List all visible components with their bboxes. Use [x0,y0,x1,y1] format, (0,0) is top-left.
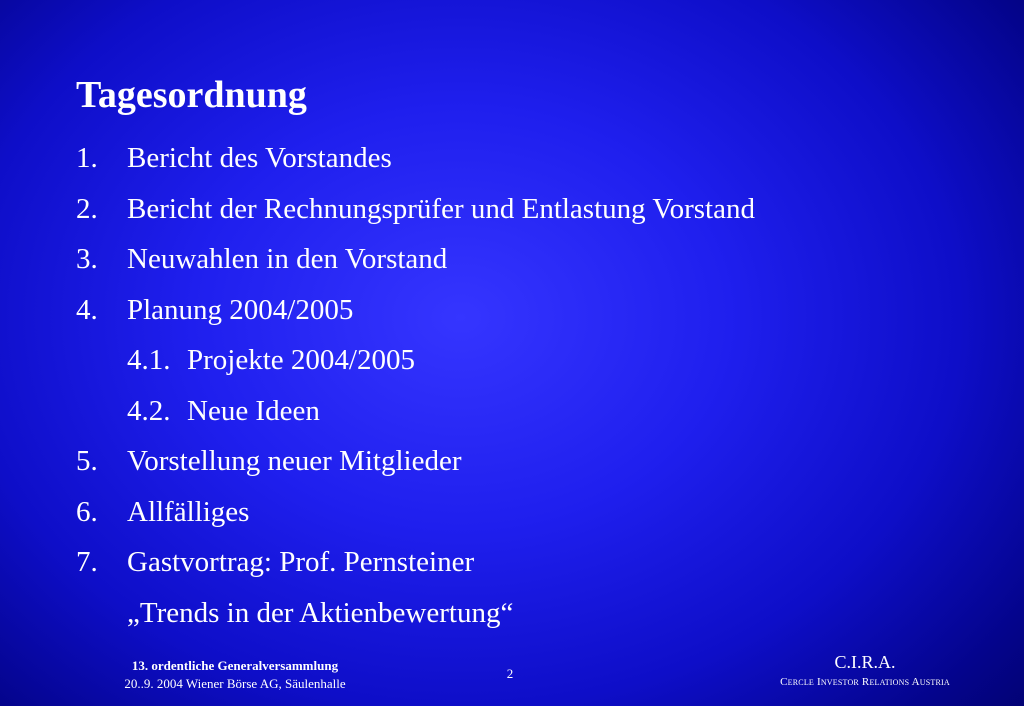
footer-event-title: 13. ordentliche Generalversammlung [131,658,339,673]
agenda-item-text: Neue Ideen [187,394,320,427]
agenda-item-number: 4.1. [127,344,171,376]
agenda-item-text: Bericht des Vorstandes [127,142,392,174]
agenda-item-number: 2. [76,192,98,225]
agenda-item-number: 3. [76,243,98,275]
agenda-item-5 [76,436,976,487]
agenda-item-7-continuation [76,588,976,639]
agenda-item-text: Planung 2004/2005 [127,293,354,326]
agenda-subitem-4-1 [76,335,976,386]
page-number: 2 [506,666,514,681]
agenda-item-1 [76,133,976,184]
agenda-item-text: Vorstellung neuer Mitglieder [127,445,462,477]
footer-organization [750,651,980,691]
agenda-item-6 [76,487,976,538]
agenda-item-text: Gastvortrag: Prof. Pernsteiner [127,546,475,578]
agenda-item-text: „Trends in der Aktienbewertung“ [127,596,514,629]
footer-event-date-venue: 20..9. 2004 Wiener Börse AG, Säulenhalle [124,676,346,691]
agenda-item-3 [76,234,976,285]
agenda-item-text: Bericht der Rechnungsprüfer und Entlastung Vorstand [127,192,755,225]
org-full-name: Cercle Investor Relations Austria [780,676,950,688]
footer-event-info [100,657,370,693]
agenda-item-number: 1. [76,142,98,174]
agenda-item-number: 7. [76,546,98,578]
agenda-subitem-4-2 [76,386,976,437]
agenda-list [76,133,976,638]
agenda-item-number: 5. [76,445,98,477]
org-short-name: C.I.R.A. [834,652,896,672]
agenda-item-text: Allfälliges [127,495,250,528]
slide-title: Tagesordnung [76,74,307,116]
agenda-item-2 [76,184,976,235]
agenda-item-text: Neuwahlen in den Vorstand [127,243,448,275]
agenda-item-4 [76,285,976,336]
agenda-item-number: 4. [76,293,98,326]
agenda-item-7 [76,537,976,588]
agenda-item-number: 6. [76,495,98,528]
agenda-item-number: 4.2. [127,394,171,427]
agenda-item-text: Projekte 2004/2005 [187,344,415,376]
